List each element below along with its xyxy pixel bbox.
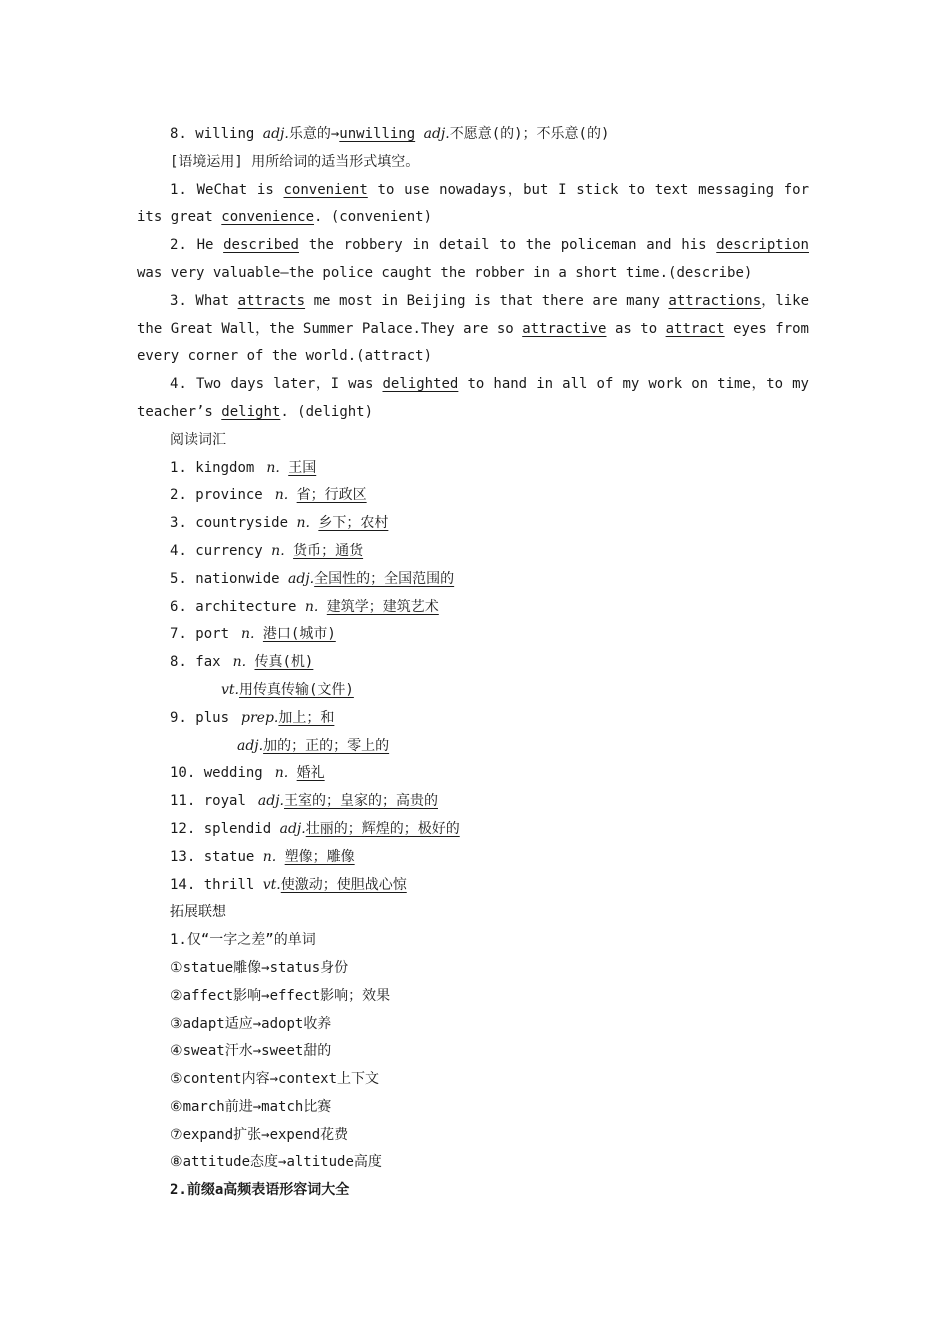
instruction: 用所给词的适当形式填空。 — [251, 153, 420, 170]
text-span: 4. — [170, 542, 187, 559]
text-span: 货币；通货 — [293, 542, 364, 559]
text-span: effect — [269, 987, 321, 1004]
text-span: 加上；和 — [278, 709, 335, 726]
text-span: eyes from — [733, 320, 809, 337]
text-span: thrill — [203, 876, 255, 893]
meaning: 不愿意(的)；不乐意(的) — [449, 126, 610, 142]
section-tag: [语境运用] — [170, 153, 243, 170]
text-span: 王室的；皇家的；高贵的 — [284, 793, 438, 810]
text-span: . (convenient) — [314, 209, 433, 226]
text-span: countryside — [195, 515, 289, 532]
answer: unwilling — [339, 126, 416, 142]
text-span: every corner of the world.(attract) — [137, 348, 433, 365]
text-span: 身份 — [320, 959, 349, 976]
text-span: adj. — [237, 737, 264, 754]
vocab-item — [137, 705, 809, 733]
text-span: 高度 — [353, 1154, 382, 1171]
text-span: march — [182, 1098, 225, 1115]
exercise-3-line-3 — [137, 343, 809, 371]
text-span: 加的；正的；零上的 — [263, 737, 390, 754]
vocab-item — [137, 566, 809, 594]
arrow-icon: → — [261, 959, 270, 976]
answer: description — [716, 237, 809, 254]
text-span: fax — [195, 654, 221, 671]
text-span: me most in Beijing is that there are many — [313, 292, 660, 309]
text-span: the Great Wall，the Summer Palace.They are so — [137, 320, 514, 337]
text-span: sweet — [261, 1043, 304, 1060]
answer: convenience — [221, 209, 315, 226]
text-span: to hand in all of my work on time，to my — [467, 376, 809, 393]
word-pair — [137, 1038, 809, 1066]
text-span: 花费 — [320, 1126, 349, 1143]
answer: convenient — [283, 181, 368, 198]
text-span: 扩张 — [233, 1126, 262, 1143]
reading-heading: 阅读词汇 — [170, 431, 226, 448]
text-span: to use nowadays，but I stick to text messaging for — [377, 181, 810, 198]
arrow-icon: → — [330, 126, 340, 142]
text-span: vt. — [221, 681, 239, 698]
text-span: kingdom — [195, 459, 255, 476]
arrow-icon: → — [278, 1154, 287, 1171]
exercise-2-line-2 — [137, 260, 809, 288]
text-span: teacher’s — [137, 403, 213, 420]
text-span: 壮丽的；辉煌的；极好的 — [305, 820, 460, 837]
word-pair — [137, 1149, 809, 1177]
text-span: ④ — [170, 1043, 183, 1060]
text-span: status — [269, 959, 321, 976]
text-span: ② — [170, 987, 183, 1004]
arrow-icon: → — [252, 1098, 262, 1115]
text-span: attitude — [182, 1154, 250, 1171]
expand-heading: 拓展联想 — [170, 904, 226, 921]
text-span: 用传真传输(文件) — [239, 681, 354, 698]
vocab-item — [137, 594, 809, 622]
vocab-item — [137, 872, 809, 900]
exercise-4-line-2 — [137, 399, 809, 427]
text-span: ⑧ — [170, 1154, 183, 1171]
exercise-3-line-2 — [137, 316, 809, 344]
text-span: vt. — [262, 876, 281, 893]
meaning: 乐意的 — [288, 126, 331, 142]
text-span: 7. — [170, 626, 187, 643]
text-span: 13. — [170, 848, 196, 865]
text-span: province — [195, 487, 263, 504]
document-content — [137, 121, 809, 1205]
arrow-icon: → — [252, 1043, 262, 1060]
answer: described — [223, 237, 299, 254]
text-span: He — [196, 237, 214, 254]
text-span: wedding — [203, 765, 263, 782]
text-span: n. — [274, 487, 289, 504]
text-span: as to — [614, 320, 658, 337]
text-span: adj. — [257, 793, 284, 810]
vocab-item — [137, 816, 809, 844]
text-span: 全国性的；全国范围的 — [314, 570, 455, 587]
text-span: 婚礼 — [296, 765, 325, 782]
vocab-item — [137, 538, 809, 566]
text-span: What — [195, 292, 230, 309]
text-span: Two days later，I was — [195, 376, 374, 393]
text-span: 建筑学；建筑艺术 — [326, 598, 439, 615]
text-span: 6. — [170, 598, 187, 615]
text-span: 省；行政区 — [296, 487, 367, 504]
text-span: 王国 — [288, 459, 317, 476]
text-span: adapt — [182, 1015, 225, 1032]
text-span: 前进 — [224, 1098, 253, 1115]
text-span: 12. — [170, 820, 196, 837]
answer: delight — [221, 403, 281, 420]
vocab-item — [137, 621, 809, 649]
text-span: 比赛 — [303, 1098, 332, 1115]
word-pair — [137, 955, 809, 983]
vocab-word: willing — [195, 126, 255, 142]
word-pair — [137, 1122, 809, 1150]
text-span: adj. — [288, 570, 315, 587]
text-span: 10. — [170, 765, 196, 782]
vocab-item — [137, 649, 809, 677]
text-span: the robbery in detail to the policeman and his — [308, 237, 707, 254]
word-pair — [137, 1011, 809, 1039]
vocab-item — [137, 482, 809, 510]
text-span: port — [195, 626, 230, 643]
vocab-item — [137, 760, 809, 788]
text-span: currency — [195, 542, 263, 559]
arrow-icon: → — [261, 987, 270, 1004]
text-span: ① — [170, 959, 183, 976]
text-span: 11. — [170, 793, 196, 810]
text-span: splendid — [203, 820, 272, 837]
vocab-item — [137, 788, 809, 816]
arrow-icon: → — [261, 1126, 270, 1143]
text-span: 适应 — [224, 1015, 253, 1032]
top-item — [137, 121, 809, 149]
text-span: nationwide — [195, 570, 280, 587]
text-span: 3. — [170, 292, 187, 309]
vocab-sub-item — [137, 733, 809, 761]
text-span: 传真(机) — [254, 654, 314, 671]
text-span: 内容 — [241, 1071, 270, 1088]
text-span: 港口(城市) — [262, 626, 336, 643]
vocab-sub-item — [137, 677, 809, 705]
text-span: ⑦ — [170, 1126, 183, 1143]
text-span: statue — [182, 959, 234, 976]
exercise-1-line-2 — [137, 204, 809, 232]
text-span: 收养 — [303, 1015, 332, 1032]
text-span: 2. — [170, 487, 187, 504]
arrow-icon: → — [269, 1071, 279, 1088]
diff-heading: 1.仅“一字之差”的单词 — [170, 932, 316, 949]
text-span: n. — [296, 515, 310, 532]
text-span: content — [182, 1071, 242, 1088]
text-span: ⑥ — [170, 1098, 183, 1115]
text-span: 2. — [170, 237, 187, 254]
text-span: affect — [182, 987, 234, 1004]
vocab-item — [137, 510, 809, 538]
text-span: expand — [182, 1126, 234, 1143]
vocab-item — [137, 455, 809, 483]
text-span: 14. — [170, 876, 196, 893]
text-span: prep. — [241, 709, 279, 726]
text-span: match — [261, 1098, 304, 1115]
text-span: n. — [266, 459, 280, 476]
word-pair — [137, 1066, 809, 1094]
text-span: 1. — [170, 459, 187, 476]
text-span: 甜的 — [303, 1043, 332, 1060]
exercise-2-line-1 — [137, 232, 809, 260]
text-span: statue — [203, 848, 255, 865]
text-span: 使激动；使胆战心惊 — [280, 876, 407, 893]
exercise-1-line-1 — [137, 177, 809, 205]
text-span: 影响 — [233, 987, 262, 1004]
prefix-heading: 2.前缀a高频表语形容词大全 — [170, 1182, 350, 1199]
exercise-4-line-1 — [137, 371, 809, 399]
text-span: architecture — [195, 598, 297, 615]
context-heading — [137, 149, 809, 177]
text-span: 4. — [170, 376, 187, 393]
text-span: n. — [271, 542, 285, 559]
text-span: n. — [262, 848, 277, 865]
text-span: 态度 — [250, 1154, 278, 1171]
vocab-item — [137, 844, 809, 872]
answer: delighted — [382, 376, 459, 393]
text-span: its great — [137, 209, 213, 226]
text-span: 5. — [170, 570, 187, 587]
text-span: expend — [269, 1126, 321, 1143]
text-span: 汗水 — [224, 1043, 253, 1060]
text-span: WeChat is — [196, 181, 274, 198]
part-of-speech: adj. — [423, 126, 450, 142]
text-span: 9. — [170, 709, 187, 726]
answer: attractive — [522, 320, 607, 337]
text-span: n. — [241, 626, 255, 643]
text-span: 8. — [170, 654, 187, 671]
text-span: adopt — [261, 1015, 304, 1032]
text-span: 影响；效果 — [320, 987, 391, 1004]
word-pair — [137, 983, 809, 1011]
text-span: n. — [274, 765, 289, 782]
word-pair — [137, 1094, 809, 1122]
text-span: altitude — [286, 1154, 354, 1171]
text-span: . (delight) — [280, 403, 374, 420]
part-of-speech: adj. — [262, 126, 289, 142]
text-span: adj. — [279, 820, 306, 837]
answer: attractions — [668, 292, 762, 309]
text-span: was very valuable—the police caught the robber in a short time.(describe) — [137, 264, 753, 281]
text-span: 1. — [170, 181, 187, 198]
text-span: 3. — [170, 515, 187, 532]
exercise-3-line-1 — [137, 288, 809, 316]
text-span: ⑤ — [170, 1071, 183, 1088]
text-span: 塑像；雕像 — [284, 848, 355, 865]
text-span: 雕像 — [233, 959, 262, 976]
answer: attract — [665, 320, 725, 337]
text-span: n. — [304, 598, 319, 615]
arrow-icon: → — [252, 1015, 262, 1032]
text-span: n. — [232, 654, 247, 671]
text-span: 乡下；农村 — [318, 515, 389, 532]
text-span: royal — [203, 793, 246, 810]
text-span: context — [278, 1071, 338, 1088]
item-number: 8. — [170, 126, 187, 142]
text-span: plus — [195, 709, 230, 726]
text-span: ③ — [170, 1015, 183, 1032]
text-span: 上下文 — [337, 1071, 380, 1088]
text-span: ，like — [761, 292, 810, 309]
answer: attracts — [237, 292, 306, 309]
text-span: sweat — [182, 1043, 225, 1060]
